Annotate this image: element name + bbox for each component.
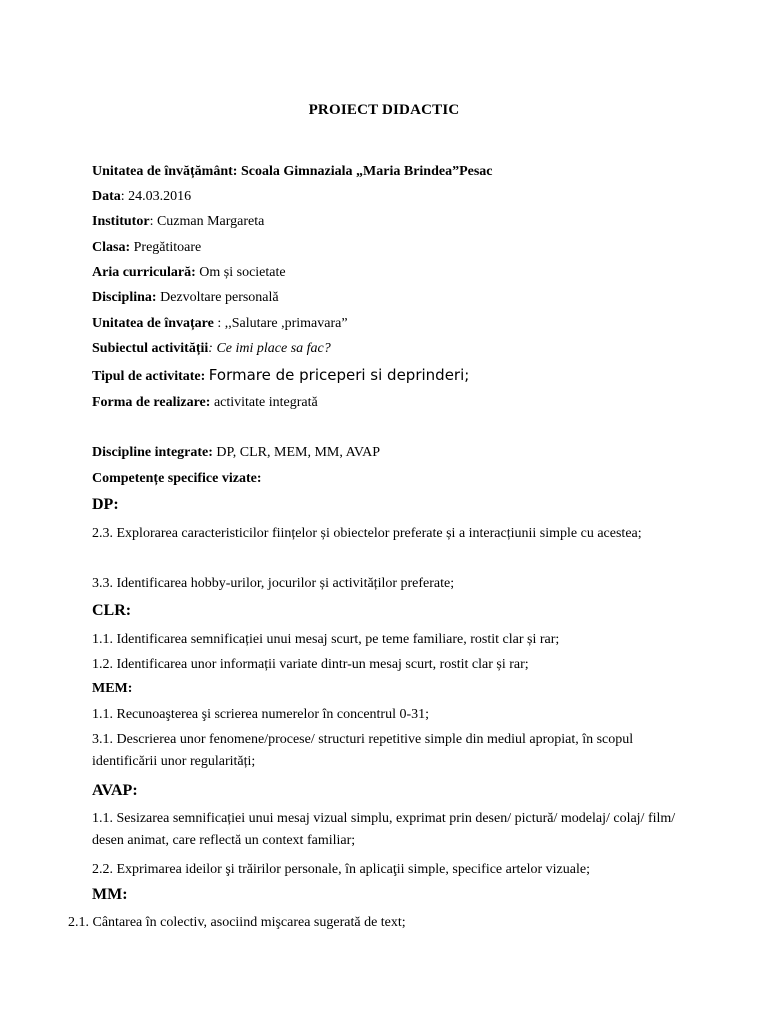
competence-item: 2.1. Cântarea în colectiv, asociind mişcarea sugerată de text; — [68, 915, 406, 930]
field-label: Clasa: — [92, 240, 131, 255]
field-competente — [92, 471, 261, 487]
competence-item: 2.2. Exprimarea ideilor şi trăirilor personale, în aplicaţii simple, specifice artelor vizuale; — [92, 862, 590, 877]
field-value: Pregătitoare — [130, 240, 202, 255]
field-label: Forma de realizare: — [92, 395, 211, 410]
field-tipul — [92, 366, 469, 385]
field-discipline-integrate — [92, 445, 380, 461]
field-label: Data — [92, 189, 121, 204]
field-label: Tipul de activitate: — [92, 369, 209, 384]
field-value: DP, CLR, MEM, MM, AVAP — [212, 445, 381, 460]
field-aria-curriculara — [92, 265, 286, 281]
competence-item: 1.1. Identificarea semnificației unui mesaj scurt, pe teme familiare, rostit clar și rar; — [92, 632, 560, 647]
field-forma — [92, 395, 318, 411]
field-label: Competențe specifice vizate: — [92, 471, 262, 486]
section-heading-clr: CLR: — [92, 602, 132, 619]
section-heading-avap: AVAP: — [92, 782, 138, 799]
field-value: : Cuzman Margareta — [149, 214, 265, 229]
field-value: : ,,Salutare ,primavara” — [213, 316, 348, 331]
field-value: activitate integrată — [210, 395, 318, 410]
section-heading-mem: MEM: — [92, 681, 133, 696]
field-label: Subiectul activității — [92, 341, 209, 356]
field-label: Aria curriculară: — [92, 265, 196, 280]
field-value: : Ce imi place sa fac? — [208, 341, 331, 356]
competence-item: 1.1. Recunoaşterea şi scrierea numerelor în concentrul 0-31; — [92, 707, 430, 722]
competence-item: 1.2. Identificarea unor informații variate dintr-un mesaj scurt, rostit clar și rar; — [92, 657, 529, 672]
field-label: Disciplina: — [92, 290, 157, 305]
field-label: Discipline integrate: — [92, 445, 213, 460]
field-unitatea-invatare — [92, 316, 348, 332]
field-label: Institutor — [92, 214, 150, 229]
field-value: Formare de priceperi si deprinderi; — [208, 366, 470, 384]
field-institutor — [92, 214, 264, 230]
section-heading-dp: DP: — [92, 496, 119, 513]
field-disciplina — [92, 290, 279, 306]
competence-item: 3.3. Identificarea hobby-urilor, jocurilor și activităților preferate; — [92, 576, 455, 591]
field-value: : 24.03.2016 — [120, 189, 192, 204]
field-label: Unitatea de învațare — [92, 316, 214, 331]
document-title: PROIECT DIDACTIC — [308, 102, 460, 118]
competence-item: 3.1. Descrierea unor fenomene/procese/ structuri repetitive simple din mediul apropiat, în scopul identificării unor regularități; — [92, 732, 634, 769]
field-value: Dezvoltare personală — [156, 290, 279, 305]
field-value: Scoala Gimnaziala „Maria Brindea”Pesac — [240, 164, 493, 179]
field-value: Om și societate — [195, 265, 286, 280]
field-label: Unitatea de învățământ: — [92, 164, 241, 179]
field-data — [92, 189, 191, 205]
section-heading-mm: MM: — [92, 886, 128, 903]
field-unitatea — [92, 164, 493, 180]
field-subiectul — [92, 341, 331, 357]
competence-item: 2.3. Explorarea caracteristicilor ființelor și obiectelor preferate și a interacțiunii simple cu acestea; — [92, 526, 642, 541]
competence-item: 1.1. Sesizarea semnificației unui mesaj vizual simplu, exprimat prin desen/ pictură/ modelaj/ colaj/ film/ desen animat, care reflectă un context familiar; — [92, 811, 676, 848]
field-clasa — [92, 240, 201, 256]
